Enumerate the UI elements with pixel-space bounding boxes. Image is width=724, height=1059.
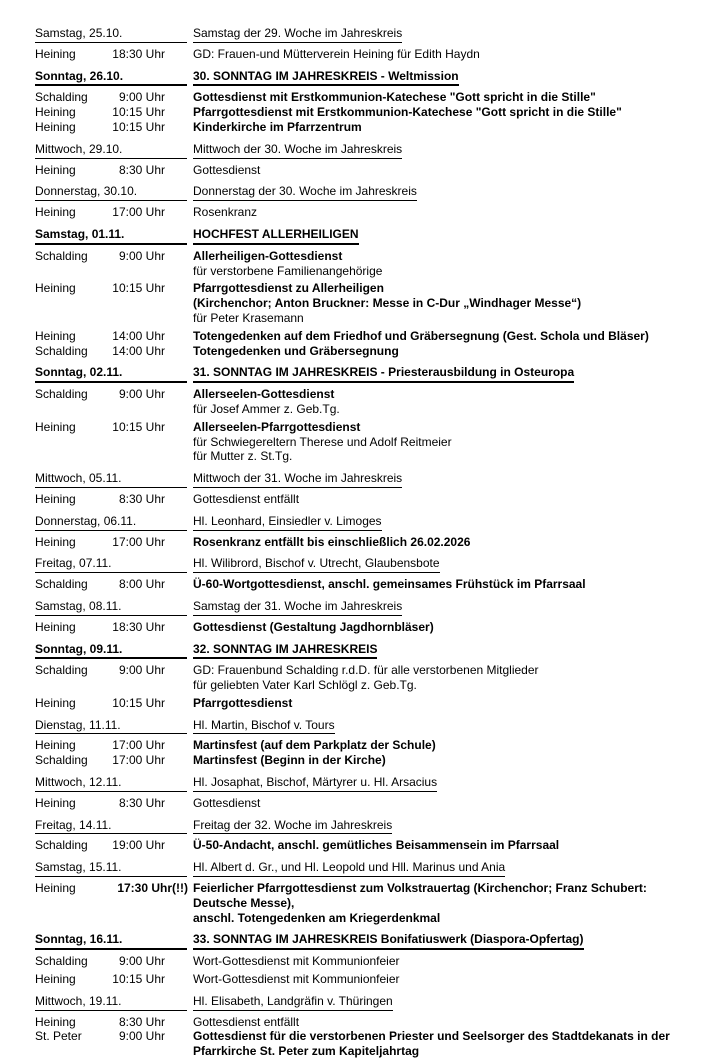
event-location: Heining: [35, 328, 76, 343]
day-group: [35, 599, 696, 635]
event-description-line: anschl. Totengedenken am Kriegerdenkmal: [193, 910, 441, 925]
event-description-line: Kinderkirche im Pfarrzentrum: [193, 119, 362, 134]
event-row: [35, 1029, 696, 1059]
day-title: [193, 599, 696, 616]
event-description-line: Gottesdienst entfällt: [193, 1014, 300, 1029]
day-group: [35, 556, 696, 592]
event-row: [35, 249, 696, 279]
event-description-line: Totengedenken auf dem Friedhof und Gräbersegnung (Gest. Schola und Bläser): [193, 328, 649, 343]
event-description-line: für Schwiegereltern Therese und Adolf Reitmeier: [193, 434, 452, 449]
event-time: 17:00 Uhr: [112, 205, 165, 220]
event-description: [193, 344, 696, 359]
event-location: Schalding: [35, 387, 88, 402]
event-description: [193, 281, 696, 325]
day-group: [35, 365, 696, 464]
day-date: Samstag, 15.11.: [35, 860, 187, 877]
day-title: [193, 26, 696, 43]
event-location: Heining: [35, 795, 76, 810]
event-description: [193, 577, 696, 592]
event-description: [193, 535, 696, 550]
event-description-line: Ü-50-Andacht, anschl. gemütliches Beisammensein im Pfarrsaal: [193, 838, 560, 853]
day-title-text: 32. SONNTAG IM JAHRESKREIS: [193, 642, 377, 660]
day-title: [193, 514, 696, 531]
day-group: [35, 775, 696, 811]
day-title-text: Hl. Elisabeth, Landgräfin v. Thüringen: [193, 994, 393, 1011]
day-title: [193, 184, 696, 201]
day-title-text: Hl. Wilibrord, Bischof v. Utrecht, Glaubensbote: [193, 556, 440, 573]
day-group: [35, 26, 696, 62]
day-title: [193, 994, 696, 1011]
event-location: Schalding: [35, 954, 88, 969]
day-title-text: Hl. Martin, Bischof v. Tours: [193, 718, 335, 735]
day-date: Mittwoch, 29.10.: [35, 142, 187, 159]
event-description-line: GD: Frauenbund Schalding r.d.D. für alle verstorbenen Mitglieder: [193, 663, 539, 678]
event-description: [193, 329, 696, 344]
event-location: Schalding: [35, 248, 88, 263]
event-location: Heining: [35, 695, 76, 710]
schedule-list: [35, 26, 696, 1059]
event-description: [193, 620, 696, 635]
day-title: [193, 642, 696, 660]
day-date: Donnerstag, 30.10.: [35, 184, 187, 201]
event-description-line: Gottesdienst mit Erstkommunion-Katechese "Gott spricht in die Stille": [193, 90, 596, 105]
day-group: [35, 932, 696, 986]
event-description-line: für geliebten Vater Karl Schlögl z. Geb.Tg.: [193, 678, 417, 693]
event-description: [193, 738, 696, 753]
event-location: Heining: [35, 162, 76, 177]
event-description: [193, 387, 696, 417]
event-description-line: Gottesdienst: [193, 162, 261, 177]
event-description-line: Gottesdienst: [193, 795, 261, 810]
event-time: 8:30 Uhr: [118, 1014, 165, 1029]
day-title-text: Mittwoch der 31. Woche im Jahreskreis: [193, 471, 402, 488]
event-description: [193, 881, 696, 925]
event-description-line: Gottesdienst (Gestaltung Jagdhornbläser): [193, 619, 434, 634]
day-group: [35, 142, 696, 178]
day-group: [35, 184, 696, 220]
event-description: [193, 492, 696, 507]
day-title: [193, 556, 696, 573]
day-title-text: Freitag der 32. Woche im Jahreskreis: [193, 818, 392, 835]
day-title: [193, 69, 696, 87]
day-header-row: [35, 599, 696, 616]
event-description-line: für Josef Ammer z. Geb.Tg.: [193, 401, 340, 416]
event-description-line: GD: Frauen-und Mütterverein Heining für Edith Haydn: [193, 46, 480, 61]
event-time: 8:30 Uhr: [118, 795, 165, 810]
event-time: 10:15 Uhr: [112, 695, 165, 710]
event-description-line: Totengedenken und Gräbersegnung: [193, 343, 399, 358]
day-title-text: 30. SONNTAG IM JAHRESKREIS - Weltmission: [193, 69, 459, 87]
day-date: Freitag, 07.11.: [35, 556, 187, 573]
event-row: [35, 281, 696, 325]
event-description-line: Wort-Gottesdienst mit Kommunionfeier: [193, 972, 400, 987]
event-description-line: Allerseelen-Pfarrgottesdienst: [193, 419, 361, 434]
day-group: [35, 69, 696, 135]
day-group: [35, 860, 696, 925]
event-row: [35, 1015, 696, 1030]
event-description: [193, 420, 696, 464]
day-title: [193, 227, 696, 245]
event-description-line: Wort-Gottesdienst mit Kommunionfeier: [193, 954, 400, 969]
event-row: [35, 753, 696, 768]
event-description-line: Deutsche Messe),: [193, 895, 295, 910]
event-description: [193, 163, 696, 178]
day-date: Sonntag, 02.11.: [35, 365, 187, 383]
event-time: 9:00 Uhr: [118, 248, 165, 263]
event-time: 19:00 Uhr: [112, 838, 165, 853]
day-title-text: Hl. Albert d. Gr., und Hl. Leopold und Hll. Marinus und Ania: [193, 860, 505, 877]
event-time: 9:00 Uhr: [118, 90, 165, 105]
event-time: 8:30 Uhr: [118, 162, 165, 177]
event-row: [35, 577, 696, 592]
event-description-line: Martinsfest (Beginn in der Kirche): [193, 753, 386, 768]
event-location: Heining: [35, 491, 76, 506]
event-row: [35, 205, 696, 220]
event-time: 17:00 Uhr: [112, 753, 165, 768]
event-description: [193, 1029, 696, 1059]
day-title: [193, 365, 696, 383]
day-header-row: [35, 26, 696, 43]
event-description-line: für verstorbene Familienangehörige: [193, 263, 383, 278]
event-row: [35, 738, 696, 753]
event-location: Heining: [35, 1014, 76, 1029]
day-title-text: Samstag der 29. Woche im Jahreskreis: [193, 26, 402, 43]
event-location: Schalding: [35, 663, 88, 678]
event-row: [35, 47, 696, 62]
event-description: [193, 663, 696, 693]
event-time: 8:00 Uhr: [118, 577, 165, 592]
event-location: Heining: [35, 972, 76, 987]
day-header-row: [35, 932, 696, 950]
day-group: [35, 471, 696, 507]
event-row: [35, 881, 696, 925]
event-time: 14:00 Uhr: [112, 343, 165, 358]
event-description-line: Allerseelen-Gottesdienst: [193, 387, 335, 402]
event-description-line: Rosenkranz entfällt bis einschließlich 26.02.2026: [193, 534, 471, 549]
event-location: Heining: [35, 419, 76, 434]
event-time: 10:15 Uhr: [112, 419, 165, 434]
event-row: [35, 972, 696, 987]
event-description-line: Gottesdienst entfällt: [193, 491, 300, 506]
event-row: [35, 387, 696, 417]
event-description: [193, 120, 696, 135]
event-row: [35, 163, 696, 178]
day-header-row: [35, 642, 696, 660]
day-header-row: [35, 860, 696, 877]
event-time: 10:15 Uhr: [112, 119, 165, 134]
event-description: [193, 838, 696, 853]
event-row: [35, 663, 696, 693]
day-title-text: Donnerstag der 30. Woche im Jahreskreis: [193, 184, 417, 201]
event-row: [35, 120, 696, 135]
event-time: 8:30 Uhr: [118, 491, 165, 506]
event-location: Heining: [35, 105, 76, 120]
event-row: [35, 535, 696, 550]
event-location: Schalding: [35, 90, 88, 105]
day-group: [35, 227, 696, 358]
event-time: 10:15 Uhr: [112, 105, 165, 120]
day-title-text: HOCHFEST ALLERHEILIGEN: [193, 227, 359, 245]
day-title-text: Hl. Leonhard, Einsiedler v. Limoges: [193, 514, 382, 531]
event-description: [193, 47, 696, 62]
event-description-line: Pfarrgottesdienst mit Erstkommunion-Katechese "Gott spricht in die Stille": [193, 105, 622, 120]
day-group: [35, 642, 696, 711]
day-header-row: [35, 718, 696, 735]
event-description-line: Pfarrgottesdienst zu Allerheiligen: [193, 281, 384, 296]
event-description-line: Pfarrkirche St. Peter zum Kapiteljahrtag: [193, 1044, 420, 1059]
event-location: Heining: [35, 534, 76, 549]
day-title: [193, 471, 696, 488]
day-header-row: [35, 69, 696, 87]
day-title: [193, 775, 696, 792]
day-header-row: [35, 365, 696, 383]
event-location: Heining: [35, 619, 76, 634]
day-header-row: [35, 471, 696, 488]
day-title: [193, 718, 696, 735]
event-row: [35, 344, 696, 359]
day-header-row: [35, 994, 696, 1011]
day-date: Mittwoch, 12.11.: [35, 775, 187, 792]
event-description: [193, 796, 696, 811]
day-date: Samstag, 25.10.: [35, 26, 187, 43]
event-description: [193, 205, 696, 220]
day-title-text: 33. SONNTAG IM JAHRESKREIS Bonifatiuswerk (Diaspora-Opfertag): [193, 932, 584, 950]
event-location: Heining: [35, 46, 76, 61]
event-location: St. Peter: [35, 1029, 82, 1044]
day-date: Sonntag, 16.11.: [35, 932, 187, 950]
event-description-line: Ü-60-Wortgottesdienst, anschl. gemeinsames Frühstück im Pfarrsaal: [193, 577, 586, 592]
event-row: [35, 420, 696, 464]
day-header-row: [35, 142, 696, 159]
event-row: [35, 954, 696, 969]
event-description: [193, 954, 696, 969]
day-date: Sonntag, 26.10.: [35, 69, 187, 87]
event-row: [35, 90, 696, 105]
day-date: Sonntag, 09.11.: [35, 642, 187, 660]
event-row: [35, 796, 696, 811]
day-title: [193, 860, 696, 877]
event-location: Schalding: [35, 753, 88, 768]
day-date: Samstag, 08.11.: [35, 599, 187, 616]
event-description: [193, 105, 696, 120]
event-description: [193, 972, 696, 987]
event-time: 10:15 Uhr: [112, 281, 165, 296]
event-description-line: für Peter Krasemann: [193, 310, 304, 325]
day-header-row: [35, 775, 696, 792]
day-group: [35, 514, 696, 550]
event-location: Schalding: [35, 343, 88, 358]
event-row: [35, 838, 696, 853]
event-time: 14:00 Uhr: [112, 328, 165, 343]
event-location: Heining: [35, 881, 76, 896]
event-description: [193, 696, 696, 711]
day-group: [35, 718, 696, 768]
day-title-text: Mittwoch der 30. Woche im Jahreskreis: [193, 142, 402, 159]
event-description: [193, 753, 696, 768]
event-time: 18:30 Uhr: [112, 46, 165, 61]
event-location: Heining: [35, 205, 76, 220]
event-row: [35, 696, 696, 711]
day-date: Mittwoch, 05.11.: [35, 471, 187, 488]
event-time: 17:30 Uhr(!!): [117, 881, 188, 896]
day-group: [35, 818, 696, 854]
day-title: [193, 142, 696, 159]
event-description-line: für Mutter z. St.Tg.: [193, 449, 293, 464]
event-description-line: Pfarrgottesdienst: [193, 695, 293, 710]
event-time: 9:00 Uhr: [118, 1029, 165, 1044]
event-time: 17:00 Uhr: [112, 738, 165, 753]
day-header-row: [35, 818, 696, 835]
event-location: Schalding: [35, 838, 88, 853]
day-date: Donnerstag, 06.11.: [35, 514, 187, 531]
event-description-line: (Kirchenchor; Anton Bruckner: Messe in C-Dur „Windhager Messe“): [193, 296, 582, 311]
event-location: Heining: [35, 281, 76, 296]
event-description-line: Feierlicher Pfarrgottesdienst zum Volkstrauertag (Kirchenchor; Franz Schubert:: [193, 881, 647, 896]
day-date: Freitag, 14.11.: [35, 818, 187, 835]
day-title: [193, 818, 696, 835]
event-description: [193, 249, 696, 279]
event-description-line: Gottesdienst für die verstorbenen Priester und Seelsorger des Stadtdekanats in der: [193, 1029, 670, 1044]
event-description: [193, 90, 696, 105]
event-time: 10:15 Uhr: [112, 972, 165, 987]
event-description-line: Martinsfest (auf dem Parkplatz der Schule): [193, 738, 436, 753]
day-header-row: [35, 556, 696, 573]
day-title-text: Samstag der 31. Woche im Jahreskreis: [193, 599, 402, 616]
event-location: Schalding: [35, 577, 88, 592]
event-row: [35, 105, 696, 120]
event-time: 17:00 Uhr: [112, 534, 165, 549]
event-location: Heining: [35, 119, 76, 134]
event-row: [35, 492, 696, 507]
event-time: 9:00 Uhr: [118, 387, 165, 402]
event-row: [35, 329, 696, 344]
event-row: [35, 620, 696, 635]
day-date: Samstag, 01.11.: [35, 227, 187, 245]
day-date: Mittwoch, 19.11.: [35, 994, 187, 1011]
day-header-row: [35, 184, 696, 201]
event-time: 9:00 Uhr: [118, 663, 165, 678]
event-description-line: Allerheiligen-Gottesdienst: [193, 248, 343, 263]
event-description-line: Rosenkranz: [193, 205, 258, 220]
event-time: 18:30 Uhr: [112, 619, 165, 634]
day-title: [193, 932, 696, 950]
day-title-text: 31. SONNTAG IM JAHRESKREIS - Priesterausbildung in Osteuropa: [193, 365, 574, 383]
day-date: Dienstag, 11.11.: [35, 718, 187, 735]
day-header-row: [35, 514, 696, 531]
day-title-text: Hl. Josaphat, Bischof, Märtyrer u. Hl. Arsacius: [193, 775, 437, 792]
event-time: 9:00 Uhr: [118, 954, 165, 969]
day-header-row: [35, 227, 696, 245]
event-location: Heining: [35, 738, 76, 753]
day-group: [35, 994, 696, 1059]
event-description: [193, 1015, 696, 1030]
